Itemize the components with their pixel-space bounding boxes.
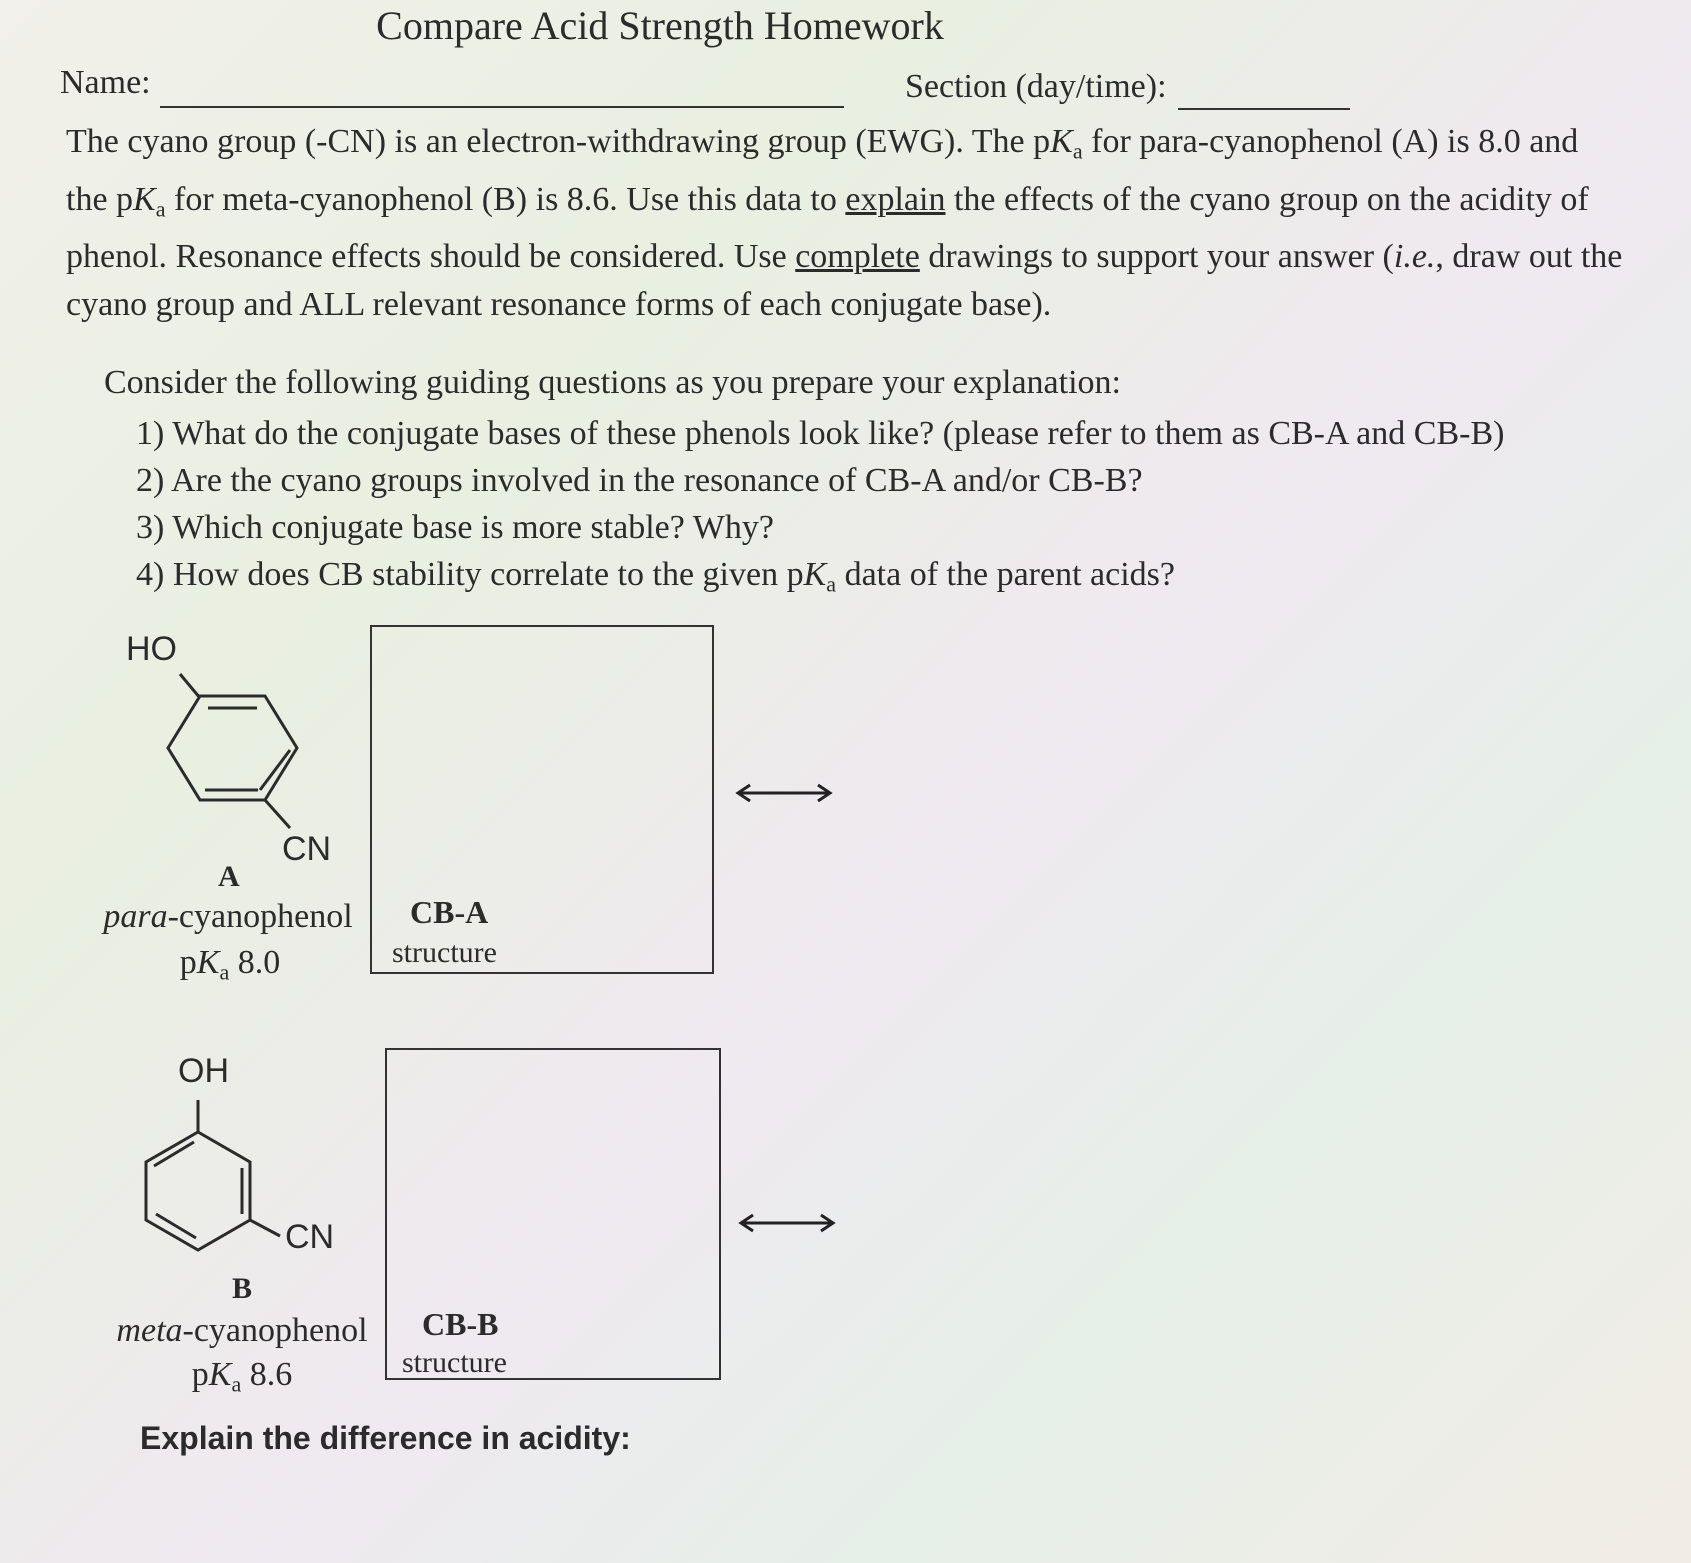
pka-a: a	[155, 196, 166, 222]
cyano-label: CN	[285, 1218, 335, 1256]
cb-b-subtitle: structure	[402, 1346, 507, 1379]
question-4	[136, 551, 1504, 608]
intro-text: drawings to support your answer (	[919, 238, 1394, 276]
question-3: 3) Which conjugate base is more stable? Why?	[136, 509, 774, 546]
guide-heading: Consider the following guiding questions as you prepare your explanation:	[104, 364, 1121, 401]
question-2: 2) Are the cyano groups involved in the resonance of CB-A and/or CB-B?	[136, 462, 1143, 499]
name-field[interactable]	[160, 106, 844, 108]
molecule-a-pka	[150, 944, 310, 986]
double-bond	[156, 1214, 196, 1238]
bond-line	[250, 1220, 280, 1236]
pka-p: p	[191, 1356, 209, 1393]
cyano-label: CN	[282, 830, 332, 868]
bond-line	[180, 674, 200, 698]
pka-k: K	[803, 556, 827, 593]
intro-text: , draw out the cyano group and ALL relevant resonance forms of each conjugate base).	[66, 238, 1623, 324]
pka-k: K	[133, 180, 156, 218]
molecule-a-name	[96, 898, 360, 936]
explain-prompt: Explain the difference in acidity:	[140, 1420, 631, 1456]
cb-b-title: CB-B	[422, 1306, 499, 1342]
pka-a: a	[219, 959, 230, 985]
pka-value: 8.6	[241, 1356, 293, 1393]
resonance-arrow-b	[733, 1208, 843, 1238]
molecule-letter-b: B	[232, 1272, 253, 1305]
benzene-ring	[146, 1132, 250, 1250]
pka-k: K	[196, 944, 220, 981]
pka-a: a	[231, 1371, 242, 1397]
q4-text: 4) How does CB stability correlate to the given p	[136, 556, 804, 593]
explain-underlined: explain	[845, 180, 946, 218]
pka-a: a	[826, 571, 837, 597]
benzene-ring	[168, 696, 297, 800]
section-label: Section (day/time):	[905, 68, 1167, 105]
pka-p: p	[179, 944, 197, 981]
name-suffix: -cyanophenol	[167, 898, 353, 935]
cb-a-title: CB-A	[410, 894, 489, 930]
resonance-arrow-a	[730, 778, 840, 808]
name-prefix: para	[103, 898, 168, 935]
pka-k: K	[208, 1356, 232, 1393]
name-suffix: -cyanophenol	[182, 1312, 368, 1349]
intro-text: for meta-cyanophenol (B) is 8.6. Use this data to	[165, 180, 846, 218]
pka-a: a	[1072, 138, 1083, 164]
molecule-letter-a: A	[218, 860, 240, 893]
ie-italic: i.e.	[1393, 238, 1436, 276]
intro-text: the effects of the cyano group on the acidity of phenol. Resonance effects should be considered. Use	[66, 180, 1589, 276]
section-field[interactable]	[1178, 108, 1350, 110]
para-cyanophenol-structure	[150, 650, 370, 880]
name-prefix: meta	[116, 1312, 183, 1349]
question-1: 1) What do the conjugate bases of these phenols look like? (please refer to them as CB-A and CB-B)	[136, 415, 1505, 452]
intro-text: The cyano group (-CN) is an electron-withdrawing group (EWG). The p	[66, 123, 1051, 160]
page-title: Compare Acid Strength Homework	[376, 3, 944, 48]
intro-paragraph	[66, 118, 1626, 329]
guide-questions	[136, 410, 1504, 608]
hydroxyl-label: OH	[178, 1052, 229, 1090]
pka-k: K	[1050, 123, 1073, 160]
hydroxyl-label: HO	[126, 630, 177, 668]
cb-a-subtitle: structure	[392, 936, 497, 969]
q4-text: data of the parent acids?	[836, 556, 1175, 593]
name-label: Name:	[60, 64, 151, 101]
molecule-b-name	[110, 1312, 374, 1350]
intro-text: for para-cyanophenol (A) is 8.0 and the p	[66, 123, 1579, 218]
molecule-b-pka	[162, 1356, 322, 1398]
bond-line	[265, 800, 290, 828]
complete-underlined: complete	[795, 238, 920, 276]
pka-value: 8.0	[229, 944, 281, 981]
